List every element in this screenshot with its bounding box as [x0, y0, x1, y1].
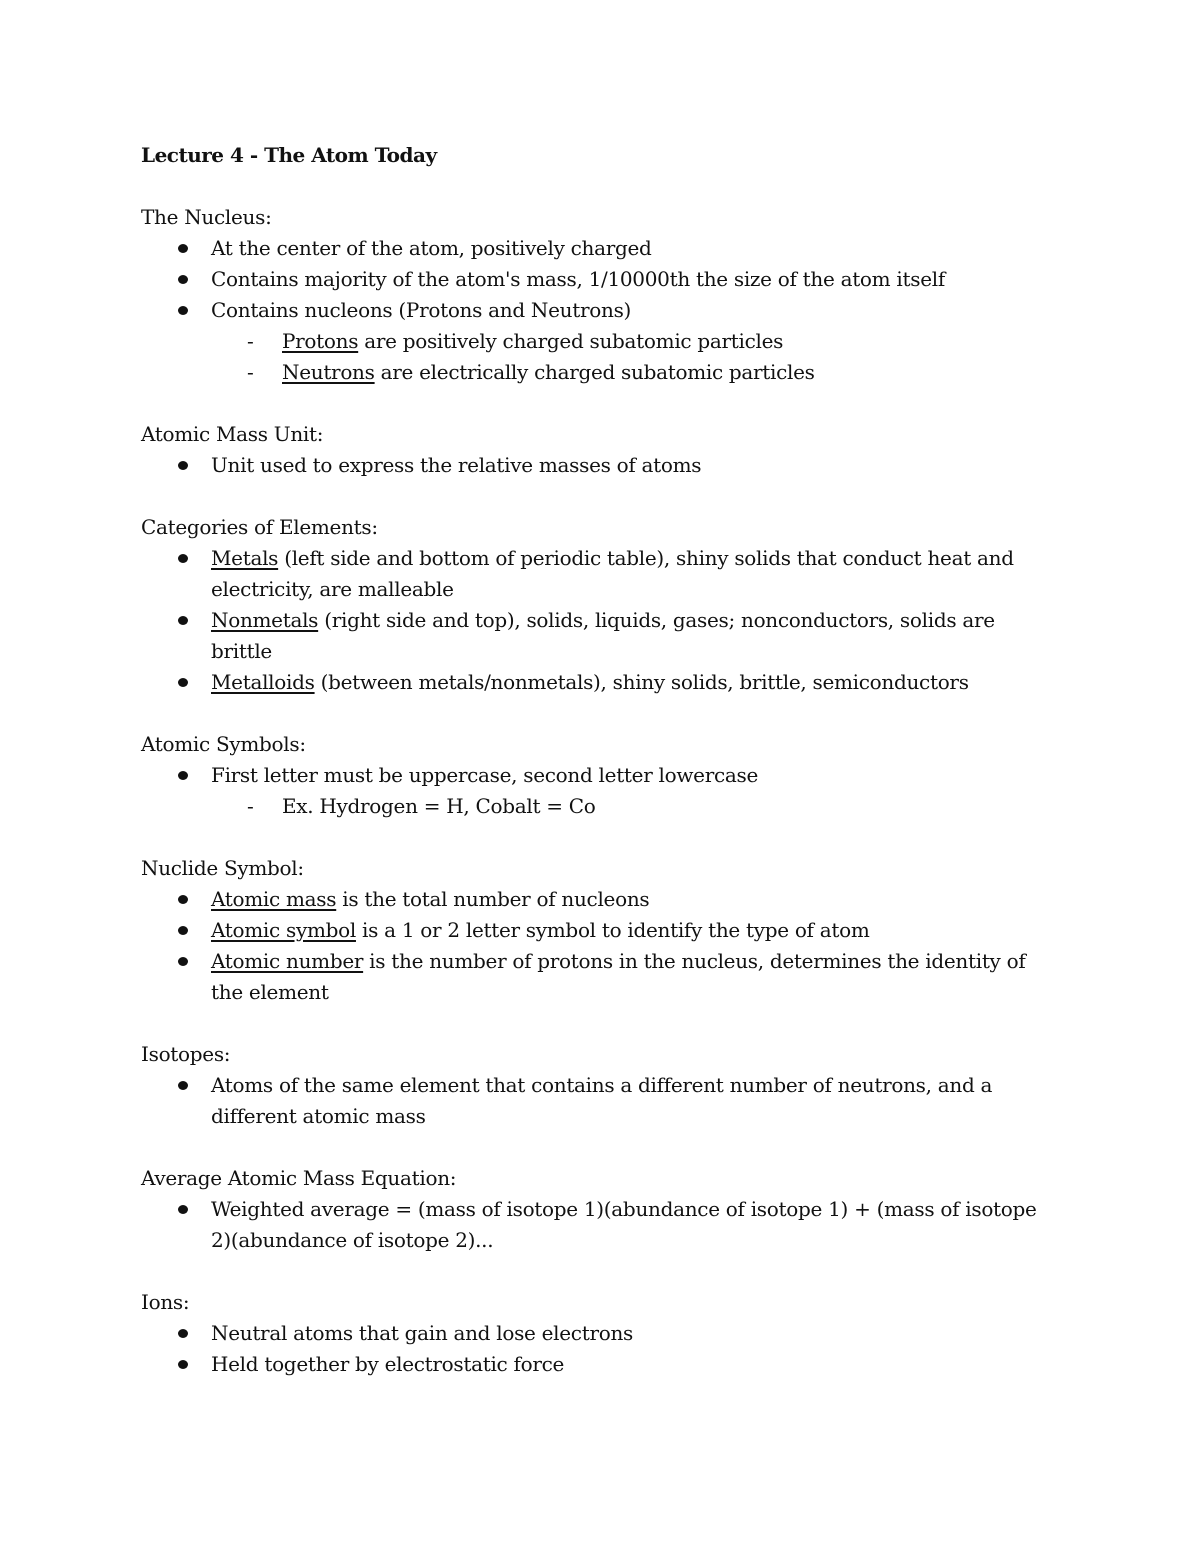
bullet-list: [141, 1194, 1061, 1256]
bullet-icon: [178, 275, 188, 284]
sub-list-item: [211, 326, 1061, 357]
bullet-icon: [178, 554, 188, 563]
bullet-list: [141, 760, 1061, 822]
list-item: [141, 264, 1061, 295]
dash-icon: -: [247, 329, 254, 353]
list-item-text: At the center of the atom, positively charged: [211, 236, 652, 260]
term-neutrons: Neutrons: [282, 360, 375, 384]
list-item: [141, 760, 1061, 822]
section-average-atomic-mass: [141, 1163, 1061, 1256]
bullet-icon: [178, 895, 188, 904]
bullet-icon: [178, 244, 188, 253]
page-title: Lecture 4 - The Atom Today: [141, 143, 437, 167]
section-heading: Isotopes:: [141, 1042, 231, 1066]
list-item: [141, 915, 1061, 946]
list-item-text: Contains nucleons (Protons and Neutrons): [211, 298, 632, 322]
list-item-text: is the total number of nucleons: [336, 887, 650, 911]
list-item-text: is the number of protons in the nucleus, determines the identity of the element: [211, 949, 1026, 1004]
bullet-icon: [178, 957, 188, 966]
bullet-list: [141, 1318, 1061, 1380]
section-heading: Ions:: [141, 1290, 190, 1314]
sub-list-item: [211, 357, 1061, 388]
list-item-text: (right side and top), solids, liquids, gases; nonconductors, solids are brittle: [211, 608, 995, 663]
bullet-icon: [178, 1329, 188, 1338]
term-nonmetals: Nonmetals: [211, 608, 319, 632]
list-item-text: Contains majority of the atom's mass, 1/10000th the size of the atom itself: [211, 267, 945, 291]
dash-icon: -: [247, 794, 254, 818]
bullet-list: [141, 233, 1061, 388]
bullet-icon: [178, 1205, 188, 1214]
list-item: [141, 1349, 1061, 1380]
bullet-icon: [178, 616, 188, 625]
list-item: [141, 884, 1061, 915]
bullet-icon: [178, 306, 188, 315]
section-heading: Atomic Symbols:: [141, 732, 306, 756]
section-isotopes: [141, 1039, 1061, 1132]
bullet-icon: [178, 1081, 188, 1090]
sub-list-item-text: Ex. Hydrogen = H, Cobalt = Co: [282, 794, 596, 818]
list-item-text: (left side and bottom of periodic table), shiny solids that conduct heat and electricity, are malleable: [211, 546, 1014, 601]
sub-list: [211, 326, 1061, 388]
section-heading: Average Atomic Mass Equation:: [141, 1166, 457, 1190]
section-heading: The Nucleus:: [141, 205, 272, 229]
section-heading: Nuclide Symbol:: [141, 856, 304, 880]
section-atomic-symbols: [141, 729, 1061, 822]
bullet-icon: [178, 771, 188, 780]
term-protons: Protons: [282, 329, 359, 353]
bullet-list: [141, 884, 1061, 1008]
section-ions: [141, 1287, 1061, 1380]
term-metalloids: Metalloids: [211, 670, 315, 694]
list-item-text: (between metals/nonmetals), shiny solids, brittle, semiconductors: [314, 670, 969, 694]
list-item: [141, 1070, 1061, 1132]
list-item-text: Held together by electrostatic force: [211, 1352, 565, 1376]
section-atomic-mass-unit: [141, 419, 1061, 481]
bullet-icon: [178, 678, 188, 687]
bullet-list: [141, 450, 1061, 481]
dash-icon: -: [247, 360, 254, 384]
list-item: [141, 946, 1061, 1008]
list-item: [141, 233, 1061, 264]
list-item: [141, 295, 1061, 388]
term-metals: Metals: [211, 546, 279, 570]
section-categories: [141, 512, 1061, 698]
list-item: [141, 1194, 1061, 1256]
list-item-text: Atoms of the same element that contains a different number of neutrons, and a different atomic mass: [211, 1073, 993, 1128]
document-page: [141, 140, 1061, 1411]
list-item: [141, 543, 1061, 605]
bullet-icon: [178, 1360, 188, 1369]
term-atomic-mass: Atomic mass: [211, 887, 337, 911]
list-item-text: Neutral atoms that gain and lose electrons: [211, 1321, 633, 1345]
list-item-text: is a 1 or 2 letter symbol to identify the type of atom: [355, 918, 870, 942]
sub-list-item-text: are electrically charged subatomic particles: [374, 360, 815, 384]
list-item: [141, 450, 1061, 481]
sub-list-item: [211, 791, 1061, 822]
list-item: [141, 1318, 1061, 1349]
bullet-list: [141, 1070, 1061, 1132]
list-item: [141, 667, 1061, 698]
sub-list-item-text: are positively charged subatomic particles: [358, 329, 784, 353]
list-item: [141, 605, 1061, 667]
bullet-icon: [178, 926, 188, 935]
list-item-text: First letter must be uppercase, second letter lowercase: [211, 763, 758, 787]
section-heading: Categories of Elements:: [141, 515, 378, 539]
term-atomic-number: Atomic number: [211, 949, 364, 973]
bullet-icon: [178, 461, 188, 470]
list-item-text: Unit used to express the relative masses of atoms: [211, 453, 702, 477]
section-nucleus: [141, 202, 1061, 388]
section-nuclide-symbol: [141, 853, 1061, 1008]
section-heading: Atomic Mass Unit:: [141, 422, 324, 446]
bullet-list: [141, 543, 1061, 698]
term-atomic-symbol: Atomic symbol: [211, 918, 356, 942]
sub-list: [211, 791, 1061, 822]
list-item-text: Weighted average = (mass of isotope 1)(abundance of isotope 1) + (mass of isotope 2)(abundance of isotope 2)...: [211, 1197, 1037, 1252]
